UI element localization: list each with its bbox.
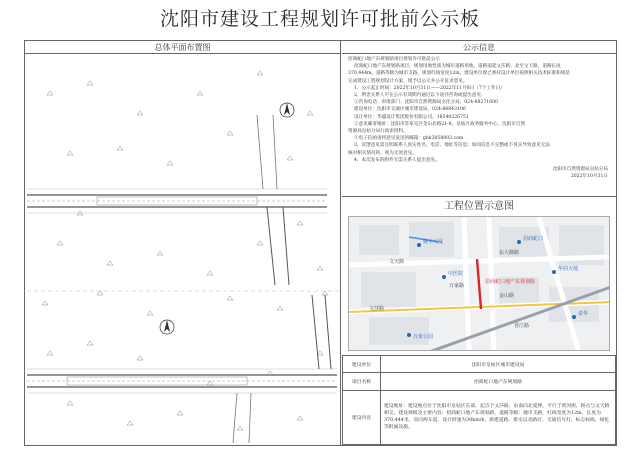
map-label: 华润天地: [558, 266, 579, 272]
table-row: [343, 356, 616, 373]
builder-value: 沈阳市皇姑区城市建设局: [381, 356, 616, 373]
location-map: [348, 216, 610, 351]
map-label: 金山路: [499, 293, 515, 299]
map-label: 万家路: [449, 283, 465, 289]
bulletin-board: [24, 40, 617, 446]
map-label: 东大御路: [499, 250, 520, 256]
notice-line: ②意见邮寄地址：沈阳市苏家屯区金山北路21-8，皇姑区政务服务中心，沈阳市自然: [354, 121, 526, 127]
location-map-drawing: [349, 217, 610, 351]
map-label: 招商蛇口: [523, 236, 544, 242]
notice-line: 招商蛇口地产东规划路项目规划许可批前公示: [348, 57, 440, 62]
notice-line: 核对相关情况的，视为无效意见。: [348, 150, 417, 156]
plan-heading: 总体平面布置图: [25, 41, 340, 54]
info-panel: [342, 41, 616, 445]
road-plan-upper: [27, 103, 327, 285]
notice-date: 2022年10月31日: [570, 174, 608, 180]
content-value: 建设地址：建设地点位于沈阳市皇姑区东部，起点于文莎路，由南向北延伸，平行于黄河街，终点与文天路相交。建设规模及主要内容：招商蛇口地产东规划路，道路等级：城市支路，红线宽度为12m，长度为370.444米，双向两车道，设计时速为30km/h，新建道路、排水以及路灯、交通信号灯、标志标线、绿化等附属设施。: [381, 390, 616, 444]
map-label: 鼎丰大厦: [423, 239, 444, 245]
road-plan-lower: [27, 295, 337, 443]
notice-heading: 公示信息: [342, 41, 616, 54]
map-project-label: 招商蛇口地产东规划路: [485, 279, 536, 285]
notice-section: [342, 41, 616, 197]
site-symbols-bottom: [42, 291, 328, 430]
site-symbols-top: [47, 71, 323, 275]
notice-signature: 沈阳市自然资源局皇姑分局: [552, 167, 608, 173]
notice-line: ①咨询电话：审批部门：沈阳市自然资源局文化分局，024-88271600: [354, 100, 498, 106]
project-info-table: [342, 355, 616, 445]
content-key: 建设内容: [343, 390, 381, 444]
name-value: 招商蛇口地产东规划路: [381, 373, 616, 390]
notice-body: [342, 54, 616, 166]
map-label: 中医院: [448, 271, 464, 277]
builder-key: 建设单位: [343, 356, 381, 373]
map-label: 万象公园: [413, 334, 434, 340]
notice-line: 招商蛇口地产东规划路项目，规划用地性质为城市道路用地。道路南起文莎路，北至文天路，道路长度: [354, 64, 561, 70]
notice-line: 3、反馈意见需注明联系人真实姓名、电话、地址等信息；如同信息不完整或不真实导致意见无法: [354, 143, 550, 149]
location-heading: 工程位置示意图: [444, 201, 514, 212]
notice-line: 4、本次发布的附件无需关系人提出意见。: [354, 157, 440, 163]
notice-line: ③电子信函请将意见发送到邮箱：ghk3058803.com: [354, 136, 464, 142]
table-row: [343, 373, 616, 390]
notice-line: 资源局皇姑分局行政审批科。: [348, 129, 408, 135]
site-plan-drawing: [27, 55, 339, 443]
table-row: [343, 390, 616, 444]
notice-line: 完成建设工程规划设计方案。现予以公示并公开征求意见。: [348, 78, 468, 84]
notice-line: 设计单位：华盛设计集团股份有限公司，18540226751: [354, 114, 469, 120]
notice-line: 2、利害关系人可在公示有效期内通过以下途径咨询或提出意见：: [354, 93, 486, 99]
map-label: 文莎路: [369, 306, 385, 312]
notice-line: 1、公示起止时间：2022年10月31日——2022年11月8日（7个工作日）: [354, 85, 505, 91]
notice-line: 370.444m。道路等级为城市支路，规划红线宽度12m。建设单位现已委托设计单位按照相关技术标准和规范: [348, 71, 570, 77]
name-key: 项目名称: [343, 373, 381, 390]
map-label: 文天路: [389, 259, 405, 265]
plan-panel: [25, 41, 341, 445]
map-label: 香江路: [514, 323, 530, 329]
map-label: 泰华: [578, 311, 589, 317]
page-title: 沈阳市建设工程规划许可批前公示板: [159, 8, 480, 30]
notice-line: 建设单位：沈阳市交通区城市建设局，024-86843106: [354, 107, 466, 113]
